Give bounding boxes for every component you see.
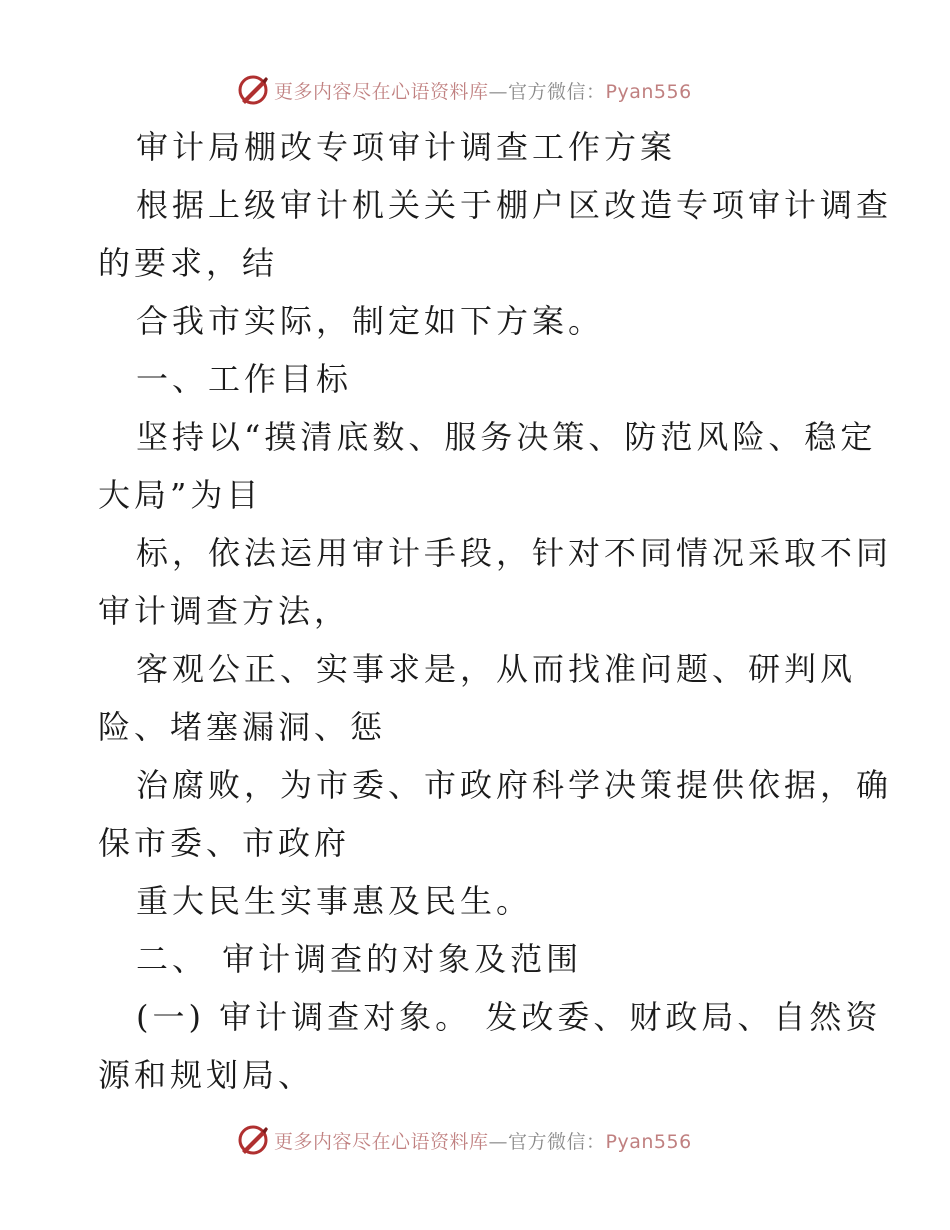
watermark-site: 更多内容尽在心语资料库 bbox=[274, 1130, 489, 1153]
watermark-wechat-id: Pyan556 bbox=[605, 80, 692, 103]
watermark-site: 更多内容尽在心语资料库 bbox=[274, 80, 489, 103]
footer-watermark bbox=[236, 1123, 692, 1157]
paragraph-line: 坚持以“摸清底数、服务决策、防范风险、稳定 bbox=[136, 418, 877, 456]
section-heading: 一、工作目标 bbox=[136, 360, 353, 398]
header-watermark bbox=[236, 73, 692, 107]
paragraph-line: 合我市实际，制定如下方案。 bbox=[136, 302, 605, 340]
paragraph-line: 保市委、市政府 bbox=[98, 824, 351, 862]
paragraph-line: (一) 审计调查对象。 发改委、财政局、自然资 bbox=[136, 998, 882, 1036]
paragraph-line: 标，依法运用审计手段，针对不同情况采取不同 bbox=[136, 534, 893, 572]
watermark-text bbox=[274, 1127, 692, 1154]
watermark-text bbox=[274, 77, 692, 104]
paragraph-line: 治腐败，为市委、市政府科学决策提供依据，确 bbox=[136, 766, 893, 804]
watermark-wechat-id: Pyan556 bbox=[605, 1130, 692, 1153]
paragraph-line: 险、堵塞漏洞、惩 bbox=[98, 708, 387, 746]
watermark-label: 官方微信： bbox=[508, 1130, 606, 1153]
watermark-separator: — bbox=[488, 1130, 509, 1153]
section-heading: 二、 审计调查的对象及范围 bbox=[136, 940, 583, 978]
watermark-label: 官方微信： bbox=[508, 80, 606, 103]
paragraph-line: 大局”为目 bbox=[98, 476, 263, 514]
pen-logo-icon bbox=[236, 1123, 270, 1157]
paragraph-line: 审计调查方法， bbox=[98, 592, 351, 630]
paragraph-line: 根据上级审计机关关于棚户区改造专项审计调查 bbox=[136, 186, 893, 224]
paragraph-line: 客观公正、实事求是，从而找准问题、研判风 bbox=[136, 650, 857, 688]
paragraph-line: 的要求，结 bbox=[98, 244, 279, 282]
paragraph-line: 重大民生实事惠及民生。 bbox=[136, 882, 533, 920]
document-title: 审计局棚改专项审计调查工作方案 bbox=[136, 128, 677, 166]
paragraph-line: 源和规划局、 bbox=[98, 1056, 315, 1094]
pen-logo-icon bbox=[236, 73, 270, 107]
watermark-separator: — bbox=[488, 80, 509, 103]
